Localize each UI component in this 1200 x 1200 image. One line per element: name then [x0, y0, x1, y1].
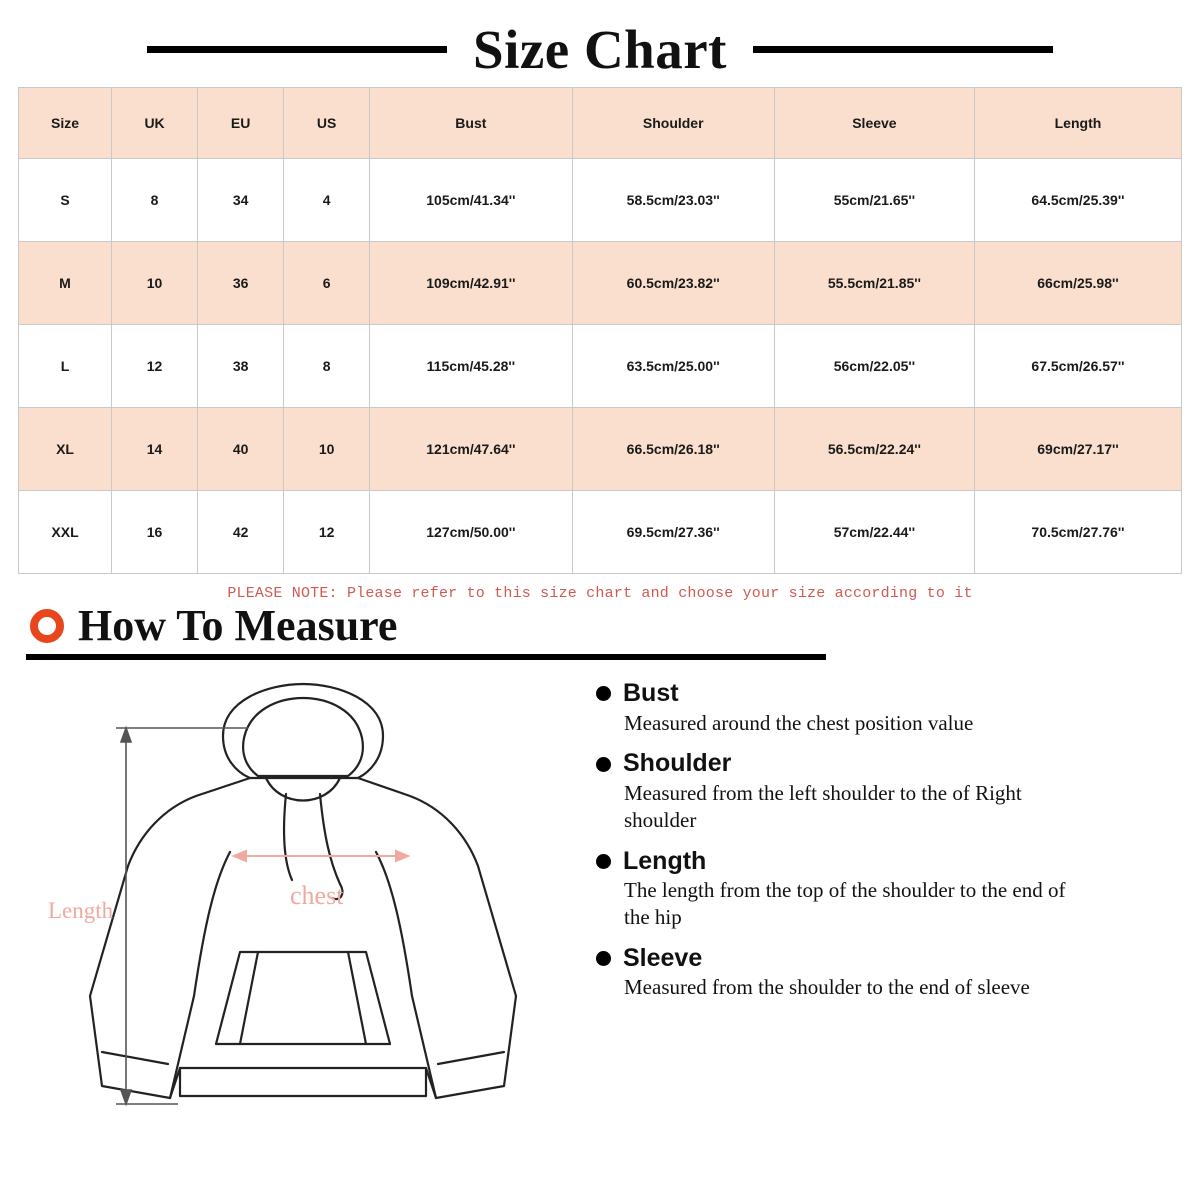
cell-length: 64.5cm/25.39'' — [974, 159, 1181, 242]
definition-term: Bust — [623, 679, 679, 707]
table-row — [19, 159, 1182, 242]
hoodie-diagram — [18, 666, 578, 1130]
definition-bust — [596, 680, 1182, 736]
definition-term: Length — [623, 846, 707, 875]
column-header-us: US — [284, 88, 370, 159]
cell-us: 4 — [284, 159, 370, 242]
cell-us: 8 — [284, 325, 370, 408]
table-row — [19, 491, 1182, 574]
cell-shoulder: 63.5cm/25.00'' — [572, 325, 774, 408]
cell-eu: 36 — [198, 242, 284, 325]
column-header-eu: EU — [198, 88, 284, 159]
cell-length: 66cm/25.98'' — [974, 242, 1181, 325]
cell-bust: 105cm/41.34'' — [370, 159, 572, 242]
cell-size: L — [19, 325, 112, 408]
cell-bust: 121cm/47.64'' — [370, 408, 572, 491]
title-rule-left — [147, 46, 447, 53]
bullet-icon — [596, 854, 611, 869]
definition-description: Measured from the shoulder to the end of sleeve — [624, 975, 1030, 1000]
definition-description: Measured around the chest position value — [624, 710, 974, 735]
bullet-icon — [596, 951, 611, 966]
how-to-measure-title: How To Measure — [78, 601, 398, 650]
cell-bust: 109cm/42.91'' — [370, 242, 572, 325]
page-title-row — [0, 0, 1200, 87]
cell-uk: 16 — [112, 491, 198, 574]
cell-shoulder: 60.5cm/23.82'' — [572, 242, 774, 325]
cell-bust: 127cm/50.00'' — [370, 491, 572, 574]
cell-sleeve: 57cm/22.44'' — [774, 491, 974, 574]
column-header-shoulder: Shoulder — [572, 88, 774, 159]
table-row — [19, 408, 1182, 491]
table-header-row — [19, 88, 1182, 159]
cell-size: M — [19, 242, 112, 325]
bullet-icon — [596, 757, 611, 772]
definition-term: Shoulder — [623, 749, 732, 778]
chest-measure-arrow — [234, 851, 408, 861]
definition-description: Measured from the left shoulder to the of Right shoulder — [624, 780, 1022, 832]
cell-sleeve: 56.5cm/22.24'' — [774, 408, 974, 491]
cell-length: 70.5cm/27.76'' — [974, 491, 1181, 574]
definition-term: Sleeve — [623, 943, 703, 972]
column-header-size: Size — [19, 88, 112, 159]
cell-size: XXL — [19, 491, 112, 574]
definition-shoulder — [596, 750, 1182, 833]
cell-shoulder: 58.5cm/23.03'' — [572, 159, 774, 242]
cell-length: 69cm/27.17'' — [974, 408, 1181, 491]
cell-sleeve: 56cm/22.05'' — [774, 325, 974, 408]
definition-description: The length from the top of the shoulder to the end of the hip — [624, 878, 1066, 929]
how-to-measure-header — [18, 601, 1182, 650]
column-header-uk: UK — [112, 88, 198, 159]
cell-sleeve: 55.5cm/21.85'' — [774, 242, 974, 325]
cell-us: 6 — [284, 242, 370, 325]
column-header-sleeve: Sleeve — [774, 88, 974, 159]
how-to-measure-section — [0, 601, 1200, 660]
measure-content — [0, 660, 1200, 1130]
chest-label: chest — [290, 881, 344, 910]
table-row — [19, 242, 1182, 325]
cell-size: XL — [19, 408, 112, 491]
bullet-icon — [596, 686, 611, 701]
definition-length-head — [596, 848, 1182, 876]
cell-sleeve: 55cm/21.65'' — [774, 159, 974, 242]
cell-eu: 38 — [198, 325, 284, 408]
cell-uk: 12 — [112, 325, 198, 408]
cell-uk: 14 — [112, 408, 198, 491]
cell-us: 12 — [284, 491, 370, 574]
definition-sleeve — [596, 945, 1182, 1001]
column-header-length: Length — [974, 88, 1181, 159]
cell-size: S — [19, 159, 112, 242]
title-rule-right — [753, 46, 1053, 53]
definition-bust-head — [596, 680, 1182, 708]
table-row — [19, 325, 1182, 408]
cell-shoulder: 66.5cm/26.18'' — [572, 408, 774, 491]
cell-shoulder: 69.5cm/27.36'' — [572, 491, 774, 574]
page-title: Size Chart — [473, 19, 727, 80]
definition-shoulder-head — [596, 750, 1182, 778]
ring-icon — [30, 609, 64, 643]
definition-sleeve-head — [596, 945, 1182, 973]
cell-us: 10 — [284, 408, 370, 491]
cell-bust: 115cm/45.28'' — [370, 325, 572, 408]
measure-definitions — [578, 666, 1182, 1130]
size-chart-table — [18, 87, 1182, 574]
cell-eu: 40 — [198, 408, 284, 491]
cell-eu: 34 — [198, 159, 284, 242]
cell-uk: 10 — [112, 242, 198, 325]
size-table-wrapper — [0, 87, 1200, 574]
cell-uk: 8 — [112, 159, 198, 242]
definition-length — [596, 848, 1182, 931]
column-header-bust: Bust — [370, 88, 572, 159]
length-label: Length — [48, 898, 114, 923]
size-note: PLEASE NOTE: Please refer to this size chart and choose your size according to it — [227, 585, 973, 602]
cell-length: 67.5cm/26.57'' — [974, 325, 1181, 408]
cell-eu: 42 — [198, 491, 284, 574]
